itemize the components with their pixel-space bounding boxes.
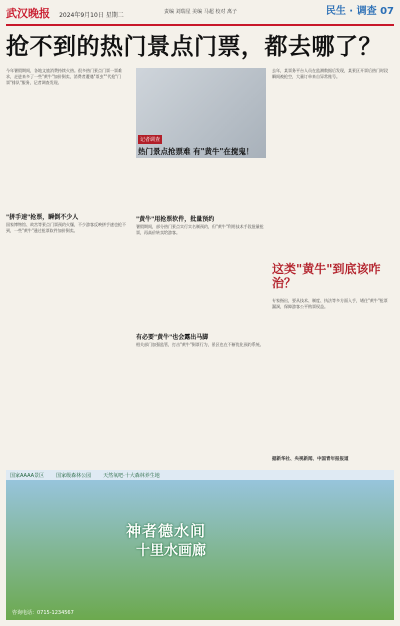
mid-body-text: 暑假期间，部分热门景点实行实名制预约，但"黄牛"利用技术手段批量抢票，再高价转卖给游客。 — [136, 224, 264, 235]
headline: 抢不到的热门景点门票，都去哪了？ — [6, 34, 382, 60]
tourism-advertisement — [6, 470, 394, 620]
mid-body-column — [136, 224, 266, 324]
ad-phone: 咨询电话：0715-1234567 — [12, 610, 74, 616]
ad-tab-2: 国家级森林公园 — [56, 473, 92, 479]
mid-body-column-2 — [136, 342, 266, 466]
photo-caption: 热门景点抢票难 有"黄牛"在搅鬼！ — [138, 147, 254, 156]
section-label: 民生 · 调查 07 — [325, 6, 394, 17]
byline: 据新华社、央视新闻、中国青年报报道 — [272, 457, 349, 462]
masthead — [6, 2, 394, 26]
right-body-column — [272, 68, 390, 254]
mid-body-text-2: 相关部门加强监管，打击"黄牛"倒票行为，景区也在不断优化预约系统。 — [136, 342, 264, 347]
issue-date: 2024年9月10日 星期二 — [59, 12, 124, 19]
commentary-body — [272, 298, 390, 448]
ad-title-1: 神者德水间 — [126, 522, 207, 540]
subhead-1: "拼手速"抢票，瞬倒不少人 — [6, 214, 79, 221]
ad-tabs — [6, 470, 394, 480]
ad-title-2: 十里水画廊 — [136, 543, 206, 559]
intro-column — [6, 68, 128, 208]
left-body-text: 国家博物馆、故宫等景点门票预约火爆，不少游客反映拼手速也抢不到，一些"黄牛"通过抢票软件加价倒卖。 — [6, 222, 126, 233]
commentary-text: 专家指出，要从技术、制度、执法等多方面入手，堵住"黄牛"抢票漏洞，保障游客公平购票权益。 — [272, 298, 388, 309]
ad-tab-3: 天然氧吧·十大森林养生地 — [103, 473, 160, 479]
intro-text: 今年暑假期间，各地文旅消费持续火热。很多热门景点门票一票难求，走进来多了一些"黄牛"加价倒卖，消费者遭遇"票虫""代抢"门票"排队"服务，记者调查发现。 — [6, 68, 122, 85]
subhead-3: 有必要"黄牛"也会露出马脚 — [136, 334, 209, 341]
ad-tab-1: 国家AAAA景区 — [10, 473, 45, 479]
newspaper-logo: 武汉晚报 — [6, 7, 50, 20]
editors-credit: 责编 刘瑞星 美编 马超 校对 离子 — [164, 9, 237, 15]
photo-label: 记者调查 — [140, 137, 161, 143]
commentary-title: 这类"黄牛"到底该咋治？ — [272, 262, 381, 290]
news-photo — [136, 68, 266, 158]
left-body-column — [6, 222, 128, 466]
right-body-text: 去年，某票务平台人员在监测数据后发现，某景区开票后热门时段瞬间被抢空，大量订单来自异常账号。 — [272, 68, 388, 79]
subhead-2: "黄牛"用抢票软件，批量预约 — [136, 216, 215, 223]
